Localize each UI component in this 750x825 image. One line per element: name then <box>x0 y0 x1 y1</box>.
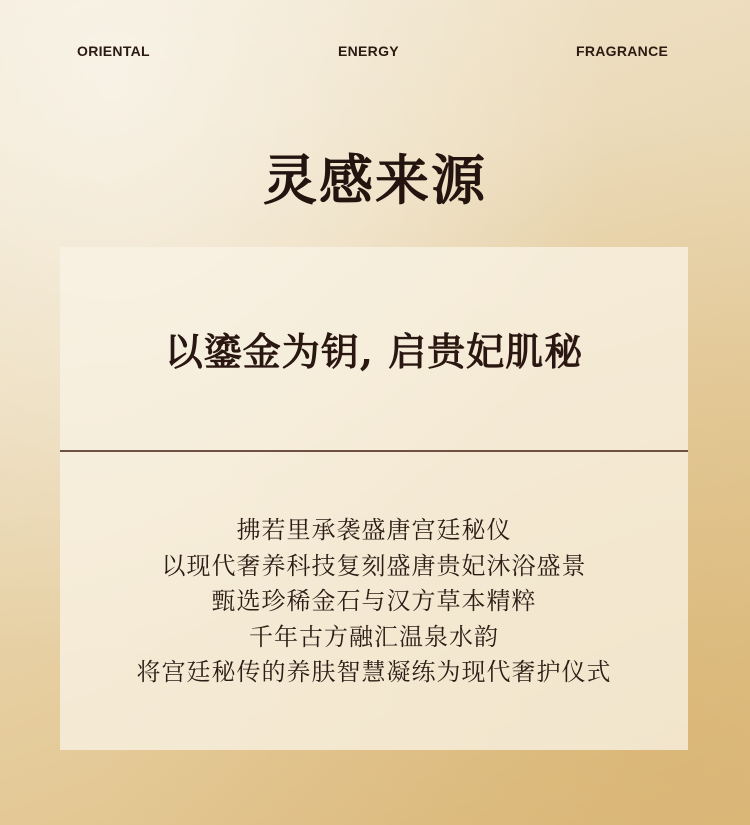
panel-subtitle: 以鎏金为钥, 启贵妃肌秘 <box>164 329 584 374</box>
page-title: 灵感来源 <box>263 148 487 212</box>
panel-header <box>60 247 688 451</box>
header-label-energy: ENERGY <box>338 43 399 59</box>
content-panel <box>60 247 688 750</box>
body-line-5: 将宫廷秘传的养肤智慧凝练为现代奢护仪式 <box>136 658 612 686</box>
header-labels <box>0 43 750 63</box>
divider <box>60 450 688 452</box>
header-label-fragrance: FRAGRANCE <box>576 43 669 59</box>
body-text <box>20 513 728 691</box>
body-line-3: 甄选珍稀金石与汉方草本精粹 <box>211 587 537 615</box>
header-label-oriental: ORIENTAL <box>77 43 150 59</box>
body-line-4: 千年古方融汇温泉水韵 <box>249 622 499 651</box>
body-line-1: 拂若里承袭盛唐宫廷秘仪 <box>236 516 512 544</box>
body-line-2: 以现代奢养科技复刻盛唐贵妃沐浴盛景 <box>161 551 587 580</box>
